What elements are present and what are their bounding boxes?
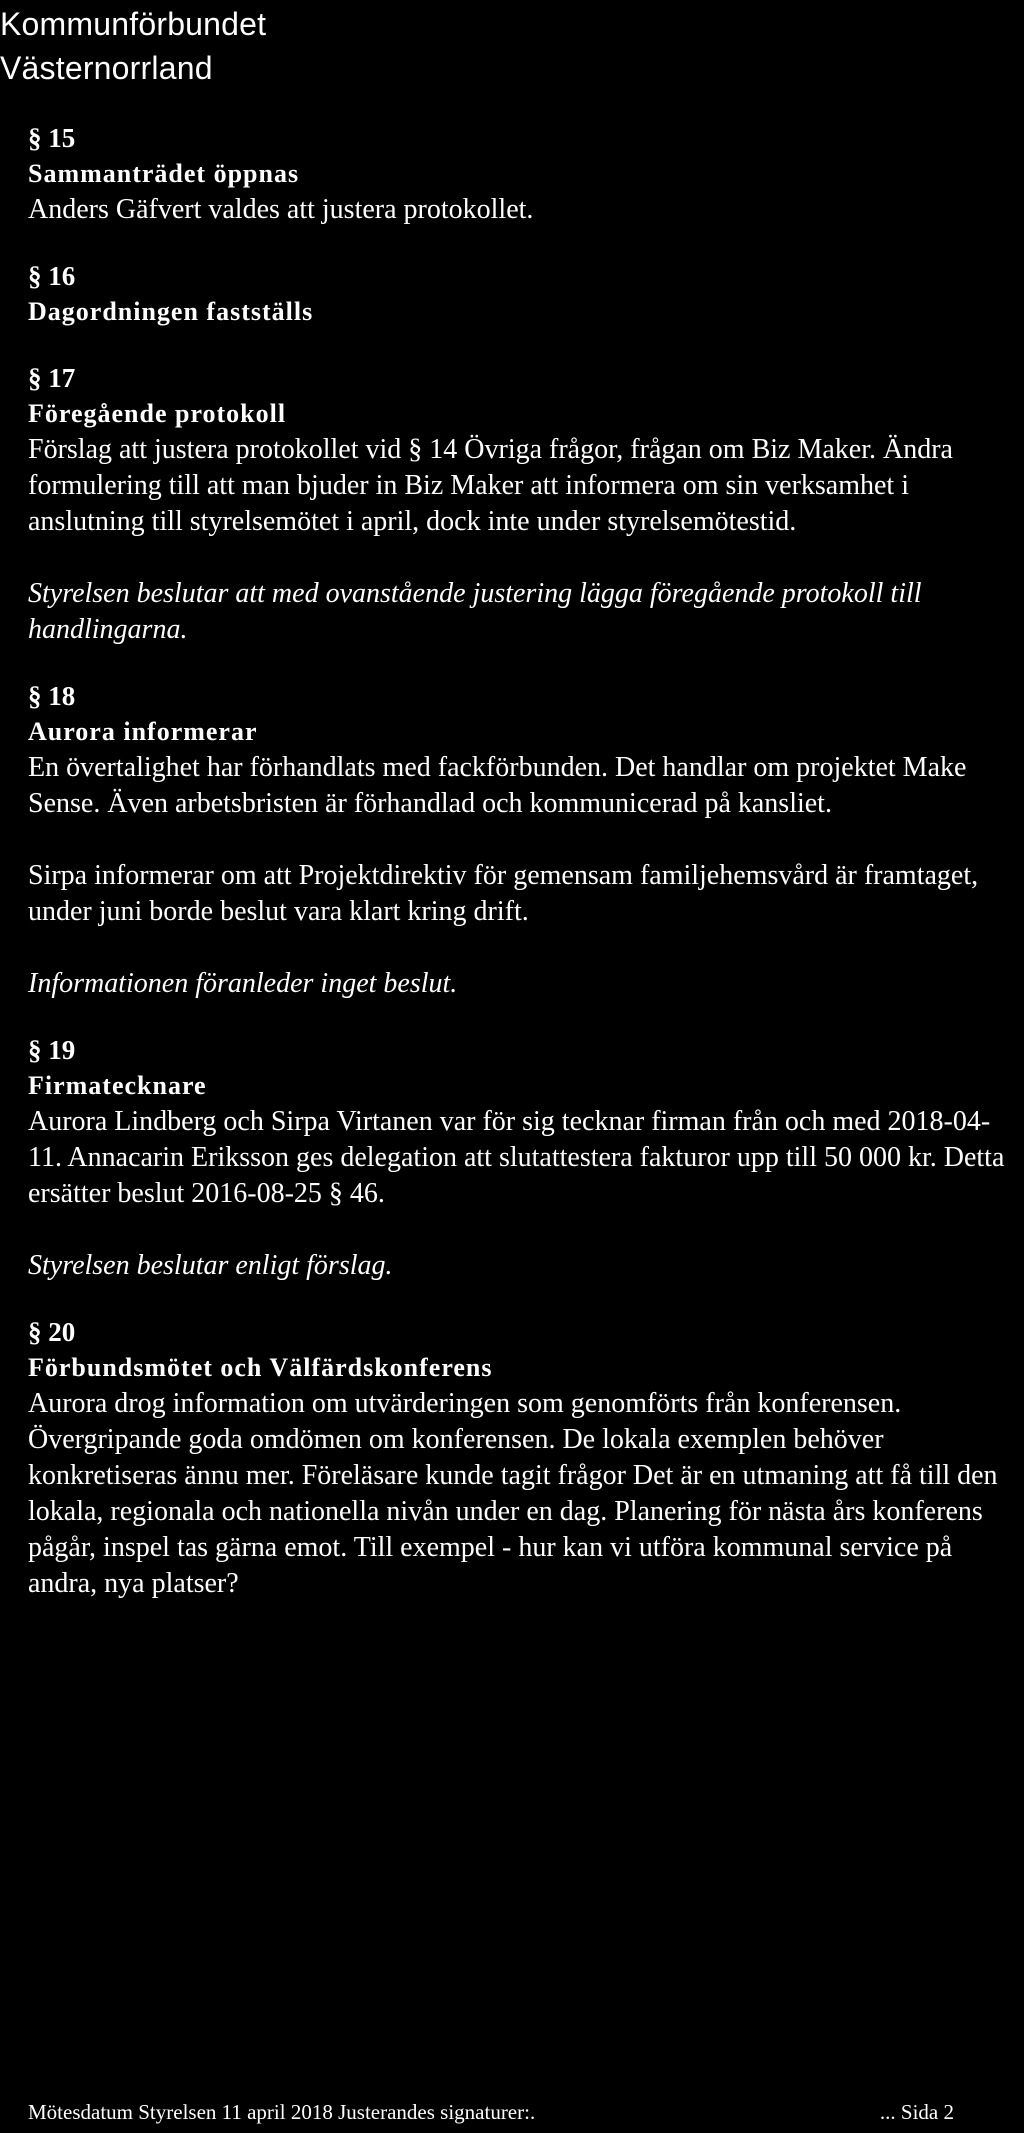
page-number: ... Sida 2 [879, 2100, 954, 2124]
section-number: § 19 [28, 1035, 76, 1065]
footer-meeting-info: Mötesdatum Styrelsen 11 april 2018 Justerandes signaturer:. [28, 2100, 536, 2124]
minutes-body [28, 120, 1018, 1602]
section-title: Förbundsmötet och Välfärdskonferens [28, 1353, 493, 1382]
section-title: Aurora informerar [28, 717, 258, 746]
section-number: § 18 [28, 681, 76, 711]
section-number: § 15 [28, 123, 76, 153]
section-paragraph: En övertalighet har förhandlats med fackförbunden. Det handlar om projektet Make Sense. Även arbetsbristen är förhandlad och kommunicerad på kansliet. [28, 752, 967, 819]
section-title: Sammanträdet öppnas [28, 159, 300, 188]
section-paragraph: Aurora Lindberg och Sirpa Virtanen var för sig tecknar firman från och med 2018-04-11. Annacarin Eriksson ges delegation att slutattestera fakturor upp till 50 000 kr. Detta ersätter beslut 2016-08-25 § 46. [28, 1106, 1005, 1209]
section-title: Firmatecknare [28, 1071, 207, 1100]
decision-text: Informationen föranleder inget beslut. [28, 968, 458, 999]
section-paragraph: Aurora drog information om utvärderingen som genomförts från konferensen. Övergripande goda omdömen om konferensen. De lokala exemplen behöver konkretiseras ännu mer. Föreläsare kunde tagit frågor Det är en utmaning att få till den lokala, regionala och nationella nivån under en dag. Planering för nästa års konferens pågår, inspel tas gärna emot. Till exempel - hur kan vi utföra kommunal service på andra, nya platser? [28, 1388, 998, 1599]
section-paragraph: Sirpa informerar om att Projektdirektiv för gemensam familjehemsvård är framtaget, under juni borde beslut vara klart kring drift. [28, 860, 979, 927]
section-18 [28, 678, 1018, 1002]
section-16 [28, 258, 1018, 330]
section-title: Dagordningen fastställs [28, 297, 314, 326]
section-number: § 20 [28, 1317, 76, 1347]
section-title: Föregående protokoll [28, 399, 287, 428]
section-20 [28, 1314, 1018, 1602]
document-header [0, 2, 266, 90]
decision-text: Styrelsen beslutar enligt förslag. [28, 1250, 393, 1281]
section-paragraph: Anders Gäfvert valdes att justera protokollet. [28, 194, 534, 225]
section-15 [28, 120, 1018, 228]
organization-name-line1: Kommunförbundet [0, 6, 267, 42]
section-paragraph: Förslag att justera protokollet vid § 14 Övriga frågor, frågan om Biz Maker. Ändra formulering till att man bjuder in Biz Maker att informera om sin verksamhet i anslutning till styrelsemötet i april, dock inte under styrelsemötestid. [28, 434, 953, 537]
section-number: § 16 [28, 261, 76, 291]
decision-text: Styrelsen beslutar att med ovanstående justering lägga föregående protokoll till handlingarna. [28, 578, 922, 645]
section-17 [28, 360, 1018, 648]
page-footer [28, 2098, 954, 2126]
organization-name-line2: Västernorrland [0, 50, 213, 86]
section-number: § 17 [28, 363, 76, 393]
section-19 [28, 1032, 1018, 1284]
